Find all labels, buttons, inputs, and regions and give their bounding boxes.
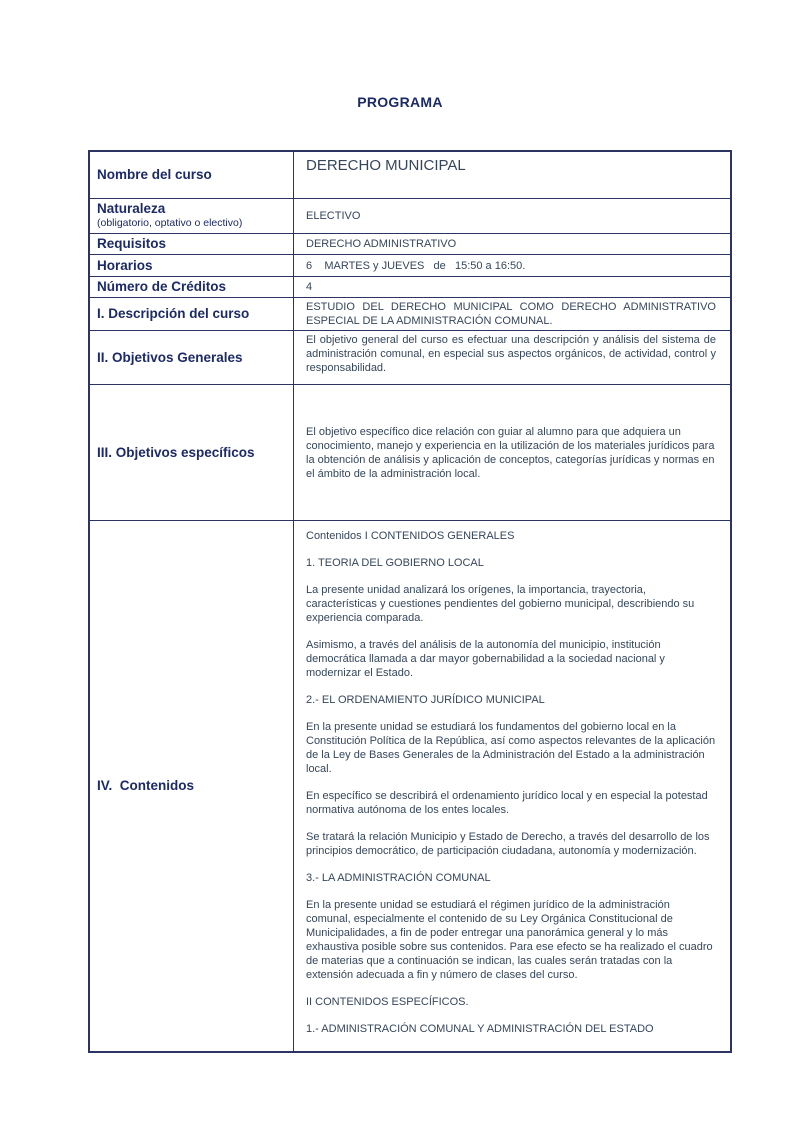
row-contenidos xyxy=(90,520,730,1051)
row-objetivos-generales xyxy=(90,330,730,384)
row-label: III. Objetivos específicos xyxy=(97,444,255,460)
contenidos-paragraph: 2.- EL ORDENAMIENTO JURÍDICO MUNICIPAL xyxy=(306,694,545,706)
descripcion-value: ESTUDIO DEL DERECHO MUNICIPAL COMO DERECHO ADMINISTRATIVO ESPECIAL DE LA ADMINISTRACIÓN COMUNAL. xyxy=(306,301,716,327)
row-label: Nombre del curso xyxy=(97,167,212,182)
row-label-cell xyxy=(90,385,294,520)
row-requisitos xyxy=(90,233,730,254)
objetivos-generales-value: El objetivo general del curso es efectuar una descripción y análisis del sistema de administración comunal, en especial sus aspectos orgánicos, de actividad, control y responsabilidad. xyxy=(306,334,716,374)
contenidos-paragraph: En la presente unidad se estudiará el régimen jurídico de la administración comunal, especialmente el contenido de su Ley Orgánica Constitucional de Municipalidades, a fin de poder entregar una panorámica general y lo más exhaustiva posible sobre sus contenidos. Para ese efecto se ha realizado el cuadro de materias que a continuación se indican, las cuales serán tratadas con la extensión adecuada a fin y número de clases del curso. xyxy=(306,899,713,981)
row-label: IV. Contenidos xyxy=(97,778,195,793)
contenidos-value xyxy=(294,521,730,1051)
row-horarios xyxy=(90,254,730,276)
row-descripcion-curso xyxy=(90,297,730,330)
row-label: II. Objetivos Generales xyxy=(97,349,243,365)
contenidos-paragraph: Se tratará la relación Municipio y Estado de Derecho, a través del desarrollo de los principios democrático, de participación ciudadana, autonomía y modernización. xyxy=(306,831,710,857)
page-title: PROGRAMA xyxy=(357,94,443,110)
row-label-cell xyxy=(90,521,294,1051)
contenidos-paragraph: En específico se describirá el ordenamiento jurídico local y en especial la potestad normativa autónoma de los entes locales. xyxy=(306,790,708,816)
program-table xyxy=(88,150,732,1053)
row-label: I. Descripción del curso xyxy=(97,306,250,321)
contenidos-paragraph: 3.- LA ADMINISTRACIÓN COMUNAL xyxy=(306,872,491,884)
row-label-cell xyxy=(90,331,294,384)
contenidos-paragraph: En la presente unidad se estudiará los fundamentos del gobierno local en la Constitución Política de la República, así como aspectos relevantes de la aplicación de la Ley de Bases Generales de la Administración del Estado a la administración local. xyxy=(306,721,716,775)
course-name-value: DERECHO MUNICIPAL xyxy=(306,157,466,174)
contenidos-paragraph: II CONTENIDOS ESPECÍFICOS. xyxy=(306,996,469,1008)
row-label-cell xyxy=(90,199,294,233)
contenidos-paragraph: Asimismo, a través del análisis de la autonomía del municipio, institución democrática llamada a dar mayor gobernabilidad a la sociedad nacional y modernizar el Estado. xyxy=(306,639,665,679)
horarios-value: 6 MARTES y JUEVES de 15:50 a 16:50. xyxy=(306,259,526,272)
row-label-cell xyxy=(90,255,294,276)
contenidos-paragraph: La presente unidad analizará los orígenes, la importancia, trayectoria, características y cuestiones pendientes del gobierno municipal, describiendo su experiencia comparada. xyxy=(306,584,695,624)
row-label-cell xyxy=(90,152,294,198)
row-label: Número de Créditos xyxy=(97,279,227,294)
row-label: Horarios xyxy=(97,257,153,273)
contenidos-paragraph: 1. TEORIA DEL GOBIERNO LOCAL xyxy=(306,557,484,569)
contenidos-paragraph: Contenidos I CONTENIDOS GENERALES xyxy=(306,530,515,542)
row-naturaleza xyxy=(90,198,730,233)
row-label: Requisitos xyxy=(97,236,167,251)
row-nombre-curso xyxy=(90,152,730,198)
row-sublabel: (obligatorio, optativo o electivo) xyxy=(97,217,243,229)
row-label: Naturaleza xyxy=(97,201,166,216)
objetivos-especificos-value: El objetivo específico dice relación con guiar al alumno para que adquiera un conocimiento, manejo y experiencia en la utilización de los materiales jurídicos para la obtención de análisis y aplicación de conceptos, categorías jurídicas y normas en el ámbito de la administración local. xyxy=(306,425,715,480)
requisitos-value: DERECHO ADMINISTRATIVO xyxy=(306,238,457,250)
naturaleza-value: ELECTIVO xyxy=(306,210,361,222)
row-numero-creditos xyxy=(90,276,730,297)
creditos-value: 4 xyxy=(306,281,313,293)
contenidos-paragraph: 1.- ADMINISTRACIÓN COMUNAL Y ADMINISTRACIÓN DEL ESTADO xyxy=(306,1023,654,1035)
row-label-cell xyxy=(90,277,294,297)
row-label-cell xyxy=(90,234,294,254)
row-objetivos-especificos xyxy=(90,384,730,520)
row-label-cell xyxy=(90,298,294,330)
